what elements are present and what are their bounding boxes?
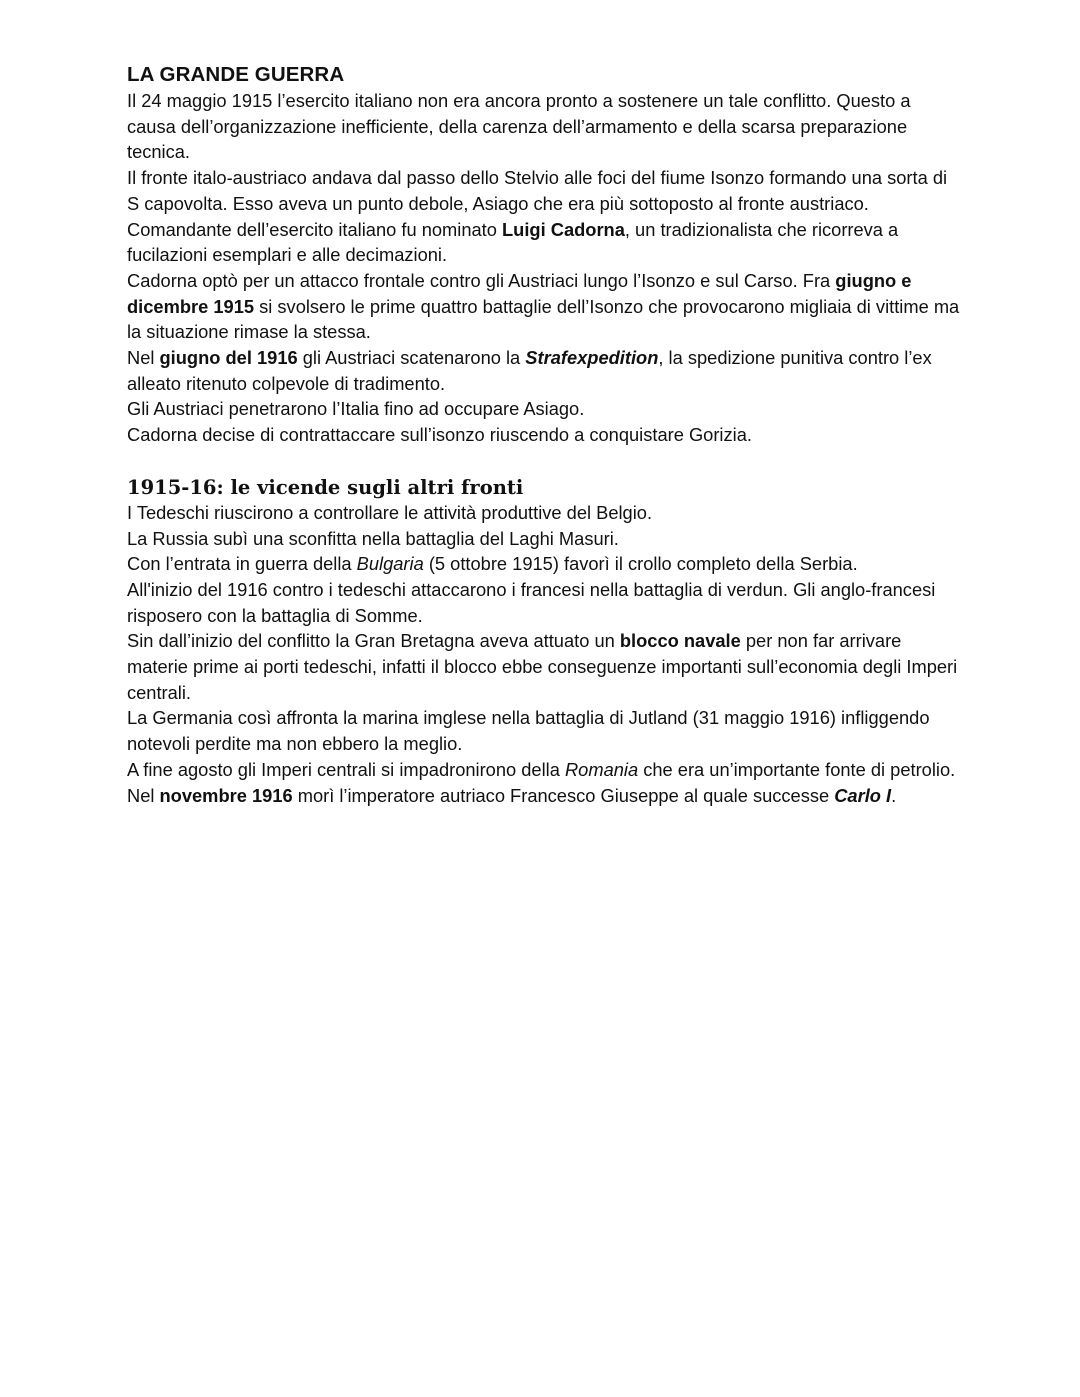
text-run: Gli Austriaci penetrarono l’Italia fino ad occupare Asiago. [127,398,585,420]
paragraph [127,422,962,448]
paragraph [127,165,962,216]
paragraph [127,783,962,809]
text-run: . [891,784,897,806]
italic-text: Romania [564,758,639,780]
text-run: Cadorna decise di contrattaccare sull’isonzo riuscendo a conquistare Gorizia. [127,424,752,446]
paragraph [127,526,962,552]
paragraph [127,500,962,526]
text-run: Nel [127,347,160,369]
text-run: , la spedizione punitiva contro l’ex alleato ritenuto colpevole di tradimento. [127,347,932,394]
text-run: All'inizio del 1916 contro i tedeschi attaccarono i francesi nella battaglia di verdun. Gli anglo-francesi risposero con la battaglia di Somme. [127,578,936,626]
paragraph [127,217,962,268]
paragraph [127,88,962,165]
text-run: Nel [127,784,160,806]
text-run: (5 ottobre 1915) favorì il crollo completo della Serbia. [423,553,858,575]
section-spacer [127,448,962,475]
text-run: La Russia subì una sconfitta nella battaglia del Laghi Masuri. [127,527,619,549]
text-run: A fine agosto gli Imperi centrali si impadronirono della [127,758,565,780]
text-run: , un tradizionalista che ricorreva a fucilazioni esemplari e alle decimazioni. [127,218,899,266]
bold-italic-text: Carlo I [834,784,892,806]
text-run: Il 24 maggio 1915 l’esercito italiano non era ancora pronto a sostenere un tale conflitto. Questo a causa dell’organizzazione inefficiente, della carenza dell’armamento e della scarsa preparazione tecnica. [127,90,911,163]
text-run: che era un’importante fonte di petrolio. [638,758,956,780]
bold-text: blocco navale [619,630,741,652]
section-altri-fronti [127,500,962,808]
text-run: morì l’imperatore autriaco Francesco Giuseppe al quale successe [292,784,835,806]
italic-text: Bulgaria [356,553,424,575]
text-run: si svolsero le prime quattro battaglie dell’Isonzo che provocarono migliaia di vittime ma la situazione rimase la stessa. [127,295,960,343]
paragraph [127,345,962,396]
text-run: Il fronte italo-austriaco andava dal passo dello Stelvio alle foci del fiume Isonzo formando una sorta di S capovolta. Esso aveva un punto debole, Asiago che era più sottoposto al fronte austriaco. [127,167,948,214]
bold-text: Luigi Cadorna [502,218,625,240]
text-run: Sin dall’inizio del conflitto la Gran Bretagna aveva attuato un [127,630,620,652]
bold-text: novembre 1916 [159,784,293,806]
text-run: gli Austriaci scatenarono la [297,347,526,369]
bold-text: giugno e dicembre 1915 [127,269,912,317]
text-run: Con l’entrata in guerra della [127,553,357,575]
paragraph [127,268,962,345]
bold-italic-text: Strafexpedition [525,347,659,369]
paragraph [127,396,962,422]
text-run: I Tedeschi riuscirono a controllare le attività produttive del Belgio. [127,501,653,523]
document-title: LA GRANDE GUERRA [127,63,345,86]
paragraph [127,757,962,783]
bold-text: giugno del 1916 [159,347,298,369]
section-heading: 1915-16: le vicende sugli altri fronti [127,475,524,499]
document-body [127,62,962,808]
text-run: per non far arrivare materie prime ai porti tedeschi, infatti il blocco ebbe conseguenze importanti sull’economia degli Imperi centrali. [127,630,958,703]
paragraph [127,628,962,705]
paragraph [127,551,962,577]
section-la-grande-guerra [127,88,962,448]
text-run: La Germania così affronta la marina imglese nella battaglia di Jutland (31 maggio 1916) infliggendo notevoli perdite ma non ebbero la meglio. [127,707,930,755]
text-run: Cadorna optò per un attacco frontale contro gli Austriaci lungo l’Isonzo e sul Carso. Fra [127,269,836,291]
paragraph [127,705,962,756]
paragraph [127,577,962,628]
text-run: Comandante dell’esercito italiano fu nominato [127,218,502,240]
